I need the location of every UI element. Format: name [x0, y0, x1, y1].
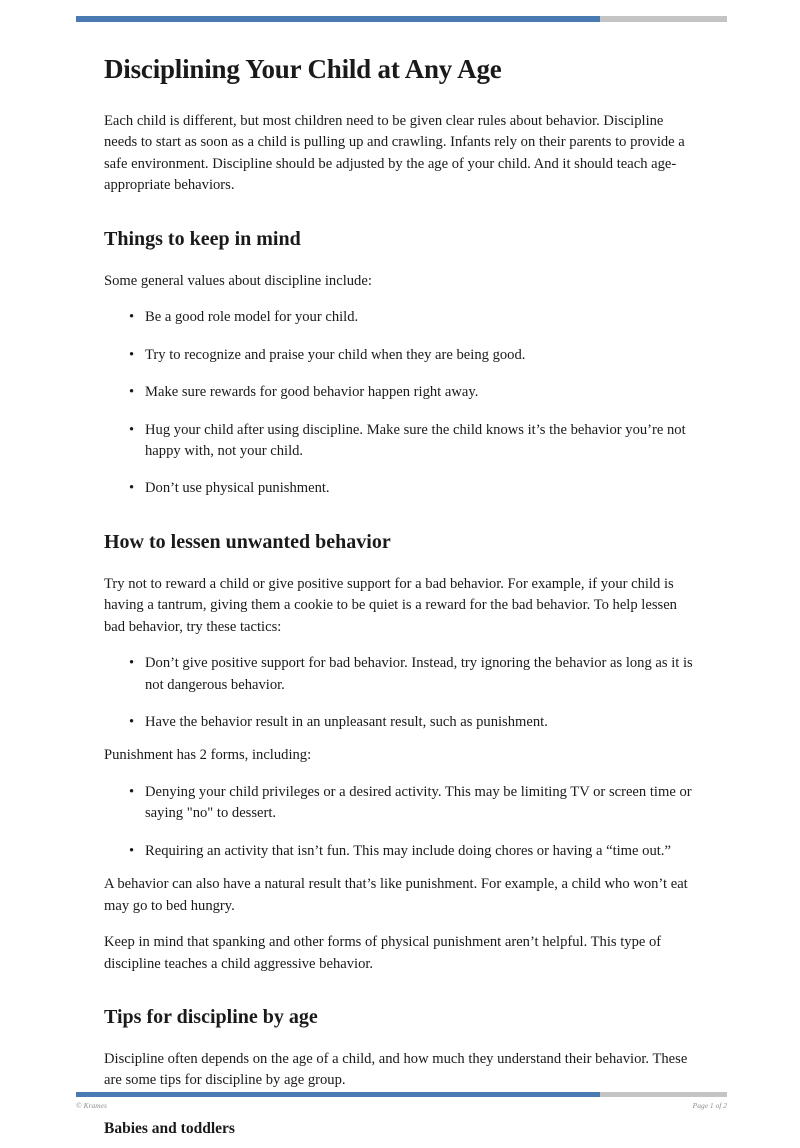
punishment-lead: Punishment has 2 forms, including: [104, 747, 312, 764]
tips-by-age-lead: Discipline often depends on the age of a child, and how much they understand their behavior. These are some tips for discipline by age group. [104, 1050, 688, 1089]
keep-in-mind-bullet-list [104, 307, 694, 500]
subsection-heading-babies-and-toddlers: Babies and toddlers [104, 1119, 235, 1137]
lessen-behavior-bullet-list [104, 653, 694, 733]
punishment-bullet-list [104, 782, 694, 862]
natural-result-paragraph: A behavior can also have a natural result that’s like punishment. For example, a child who won’t eat may go to bed hungry. [104, 876, 688, 914]
list-item: • Be a good role model for your child. [104, 307, 694, 328]
list-item: • Hug your child after using discipline. Make sure the child knows it’s the behavior you’re not happy with, not your child. [104, 420, 694, 463]
page-footer [76, 1101, 727, 1110]
list-item: • Don’t give positive support for bad behavior. Instead, try ignoring the behavior as long as it is not dangerous behavior. [104, 653, 694, 696]
section-heading-lessen-behavior: How to lessen unwanted behavior [104, 530, 391, 553]
footer-page-number: Page 1 of 2 [692, 1101, 727, 1110]
section-heading-tips-by-age: Tips for discipline by age [104, 1005, 318, 1028]
list-item: • Requiring an activity that isn’t fun. This may include doing chores or having a “time out.” [104, 841, 694, 862]
header-rule-gray-segment [600, 16, 727, 22]
spanking-paragraph: Keep in mind that spanking and other forms of physical punishment aren’t helpful. This type of discipline teaches a child aggressive behavior. [104, 934, 662, 972]
footer-rule-blue-segment [76, 1092, 600, 1097]
header-rule [76, 16, 727, 22]
list-item: • Don’t use physical punishment. [104, 478, 694, 499]
section-heading-keep-in-mind: Things to keep in mind [104, 227, 301, 250]
document-content [104, 54, 694, 1148]
page-title: Disciplining Your Child at Any Age [104, 54, 502, 84]
intro-paragraph: Each child is different, but most children need to be given clear rules about behavior. Discipline needs to start as soon as a child is pulling up and crawling. Infants rely on their parents to provide a safe environment. Discipline should be adjusted by the age of your child. And it should teach age-appropriate behaviors. [104, 113, 685, 194]
list-item: • Have the behavior result in an unpleasant result, such as punishment. [104, 712, 694, 733]
keep-in-mind-lead: Some general values about discipline include: [104, 272, 372, 289]
list-item: • Make sure rewards for good behavior happen right away. [104, 382, 694, 403]
footer-rule [76, 1092, 727, 1097]
list-item: • Denying your child privileges or a desired activity. This may be limiting TV or screen time or saying "no" to dessert. [104, 782, 694, 825]
footer-rule-gray-segment [600, 1092, 727, 1097]
footer-copyright: © Krames [76, 1101, 107, 1110]
header-rule-blue-segment [76, 16, 600, 22]
list-item: • Try to recognize and praise your child when they are being good. [104, 345, 694, 366]
lessen-behavior-lead: Try not to reward a child or give positive support for a bad behavior. For example, if your child is having a tantrum, giving them a cookie to be quiet is a reward for the bad behavior. To help lessen bad behavior, try these tactics: [104, 575, 677, 635]
